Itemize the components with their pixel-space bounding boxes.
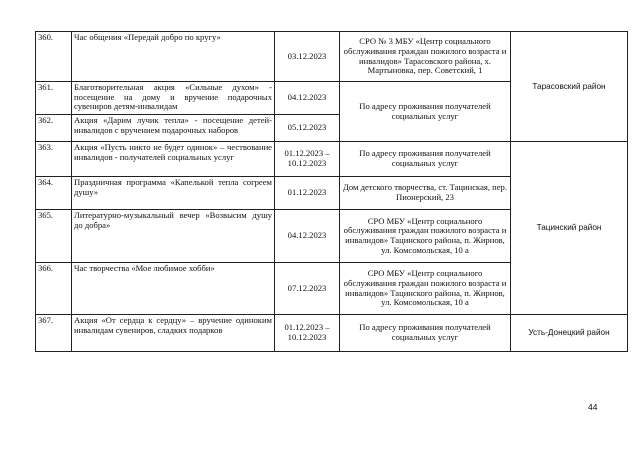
event-name: Акция «Дарим лучик тепла» - посещение детей-инвалидов с вручением подарочных наборов <box>72 115 275 142</box>
event-name: Час творчества «Мое любимое хобби» <box>72 263 275 315</box>
district-ust-donetsky: Усть-Донецкий район <box>511 315 628 352</box>
event-name: Праздничная программа «Капелькой тепла согреем душу» <box>72 177 275 210</box>
event-place: СРО МБУ «Центр социального обслуживания граждан пожилого возраста и инвалидов» Тацинского района, п. Жирнов, ул. Комсомольская, 10 а <box>340 210 511 263</box>
event-date: 01.12.2023 – 10.12.2023 <box>275 142 340 177</box>
event-date: 01.12.2023 <box>275 177 340 210</box>
event-place: Дом детского творчества, ст. Тацинская, пер. Пионерский, 23 <box>340 177 511 210</box>
event-place: По адресу проживания получателей социальных услуг <box>340 82 511 142</box>
event-date: 03.12.2023 <box>275 32 340 82</box>
row-number: 366. <box>36 263 72 315</box>
district-tarasovsky: Тарасовский район <box>511 32 628 142</box>
row-number: 367. <box>36 315 72 352</box>
event-place: СРО № 3 МБУ «Центр социального обслуживания граждан пожилого возраста и инвалидов» Тарасовского района, х. Мартыновка, пер. Советский, 1 <box>340 32 511 82</box>
page-number: 44 <box>588 402 598 412</box>
event-date: 05.12.2023 <box>275 115 340 142</box>
event-name: Акция «От сердца к сердцу» – вручение одиноким инвалидам сувениров, сладких подарков <box>72 315 275 352</box>
table-row <box>36 142 628 177</box>
row-number: 363. <box>36 142 72 177</box>
row-number: 365. <box>36 210 72 263</box>
row-number: 362. <box>36 115 72 142</box>
row-number: 360. <box>36 32 72 82</box>
table-row <box>36 32 628 82</box>
event-place: СРО МБУ «Центр социального обслуживания граждан пожилого возраста и инвалидов» Тацинского района, п. Жирнов, ул. Комсомольская, 10 а <box>340 263 511 315</box>
event-name: Литературно-музыкальный вечер «Возвысим душу до добра» <box>72 210 275 263</box>
event-date: 07.12.2023 <box>275 263 340 315</box>
event-name: Час общения «Передай добро по кругу» <box>72 32 275 82</box>
event-name: Акция «Пусть никто не будет одинок» – чествование инвалидов - получателей социальных услуг <box>72 142 275 177</box>
event-date: 01.12.2023 – 10.12.2023 <box>275 315 340 352</box>
district-tatsinsky: Тацинский район <box>511 142 628 315</box>
event-place: По адресу проживания получателей социальных услуг <box>340 142 511 177</box>
row-number: 361. <box>36 82 72 115</box>
row-number: 364. <box>36 177 72 210</box>
event-date: 04.12.2023 <box>275 210 340 263</box>
event-place: По адресу проживания получателей социальных услуг <box>340 315 511 352</box>
events-table <box>35 31 628 352</box>
table-row <box>36 315 628 352</box>
event-date: 04.12.2023 <box>275 82 340 115</box>
event-name: Благотворительная акция «Сильные духом» - посещение на дому и вручение подарочных сувениров детям-инвалидам <box>72 82 275 115</box>
